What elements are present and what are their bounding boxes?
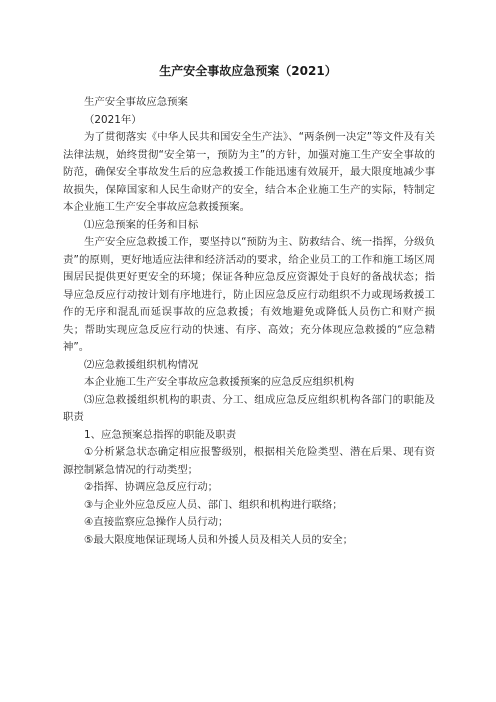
list-item: ③与企业外应急反应人员、部门、组织和机构进行联络； (84, 498, 343, 511)
year-line: （2021年） (84, 113, 142, 126)
section-heading-duties: ⑶应急救援组织机构的职责、分工、组成应急反应组织机构各部门的职能及职责 (63, 393, 435, 423)
list-item: ②指挥、协调应急反应行动； (84, 481, 219, 493)
list-item: ①分析紧急状态确定相应报警级别，根据相关危险类型、潜在后果、现有资源控制紧急情况的行动类型； (63, 446, 435, 476)
list-item: ⑤最大限度地保证现场人员和外援人员及相关人员的安全； (84, 533, 354, 546)
intro-paragraph: 为了贯彻落实《中华人民共和国安全生产法》、“两条例一决定”等文件及有关法律法规，始终贯彻“安全第一，预防为主”的方针，加强对施工生产安全事故的防范，确保安全事故发生后的应急救援工作能迅速有效展开，最大限度地减少事故损失，保障国家和人民生命财产的安全，结合本企业施工生产的实际，特制定本企业施工生产安全事故应急救援预案。 (63, 131, 435, 213)
tasks-paragraph: 生产安全应急救援工作，要坚持以“预防为主、防救结合、统一指挥，分级负责”的原则，更好地适应法律和经济活动的要求，给企业员工的工作和施工场区周围居民提供更好更安全的环境；保证各种应急反应资源处于良好的备战状态；指导应急反应行动按计划有序地进行，防止因应急反应行动组织不力或现场救援工作的无序和混乱而延误事故的应急救援；有效地避免或降低人员伤亡和财产损失；帮助实现应急反应行动的快速、有序、高效；充分体现应急救援的“应急精神”。 (63, 236, 435, 353)
organization-paragraph: 本企业施工生产安全事故应急救援预案的应急反应组织机构 (84, 376, 355, 388)
document-title: 生产安全事故应急预案（2021） (159, 64, 337, 78)
document-body (63, 94, 435, 549)
section-heading-organization: ⑵应急救援组织机构情况 (84, 358, 199, 371)
section-heading-tasks: ⑴应急预案的任务和目标 (84, 218, 199, 231)
subsection-heading-commander: 1、应急预案总指挥的职能及职责 (84, 428, 237, 441)
list-item: ④直接监察应急操作人员行动； (84, 516, 229, 528)
subtitle-line: 生产安全事故应急预案 (84, 96, 188, 108)
